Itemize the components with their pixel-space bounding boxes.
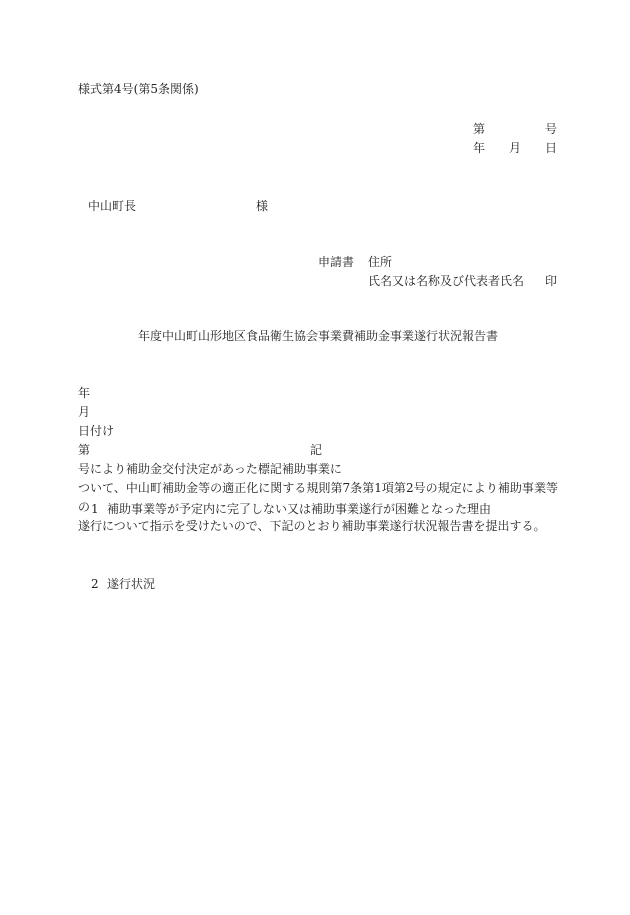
item-text: 遂行状況 (107, 577, 156, 591)
date-year: 年 (472, 141, 485, 155)
applicant-name-label: 氏名又は名称及び代表者氏名 (368, 274, 525, 288)
addressee (88, 197, 268, 215)
list-item (91, 575, 155, 593)
form-number: 様式第4号(第5条関係) (78, 82, 199, 96)
item-number: 1 (91, 502, 99, 516)
applicant-address-label: 住所 (368, 255, 393, 269)
document-title: 年度中山町山形地区食品衛生協会事業費補助金事業遂行状況報告書 (138, 329, 499, 343)
doc-number-suffix: 号 (544, 122, 557, 136)
document-number-line (473, 120, 557, 138)
date-month: 月 (508, 141, 521, 155)
addressee-name: 中山町長 (88, 199, 137, 213)
list-item (91, 500, 491, 518)
doc-number-prefix: 第 (472, 122, 485, 136)
body-line-1: 年 月 日付け 第 号により補助金交付決定があった標記補助事業に (78, 386, 342, 476)
ki-heading: 記 (310, 443, 323, 457)
date-day: 日 (544, 141, 557, 155)
seal-mark: 印 (544, 274, 557, 288)
applicant-address-row (318, 253, 392, 271)
item-number: 2 (91, 577, 99, 591)
applicant-name-row (368, 272, 557, 290)
body-line-3: 遂行について指示を受けたいので、下記のとおり補助事業遂行状況報告書を提出する。 (78, 519, 546, 533)
body-line-2: ついて、中山町補助金等の適正化に関する規則第7条第1項第2号の規定により補助事業等の (78, 481, 558, 514)
date-line (473, 139, 557, 157)
applicant-label: 申請書 (318, 255, 355, 269)
item-text: 補助事業等が予定内に完了しない又は補助事業遂行が困難となった理由 (107, 502, 492, 516)
addressee-suffix: 様 (256, 199, 269, 213)
